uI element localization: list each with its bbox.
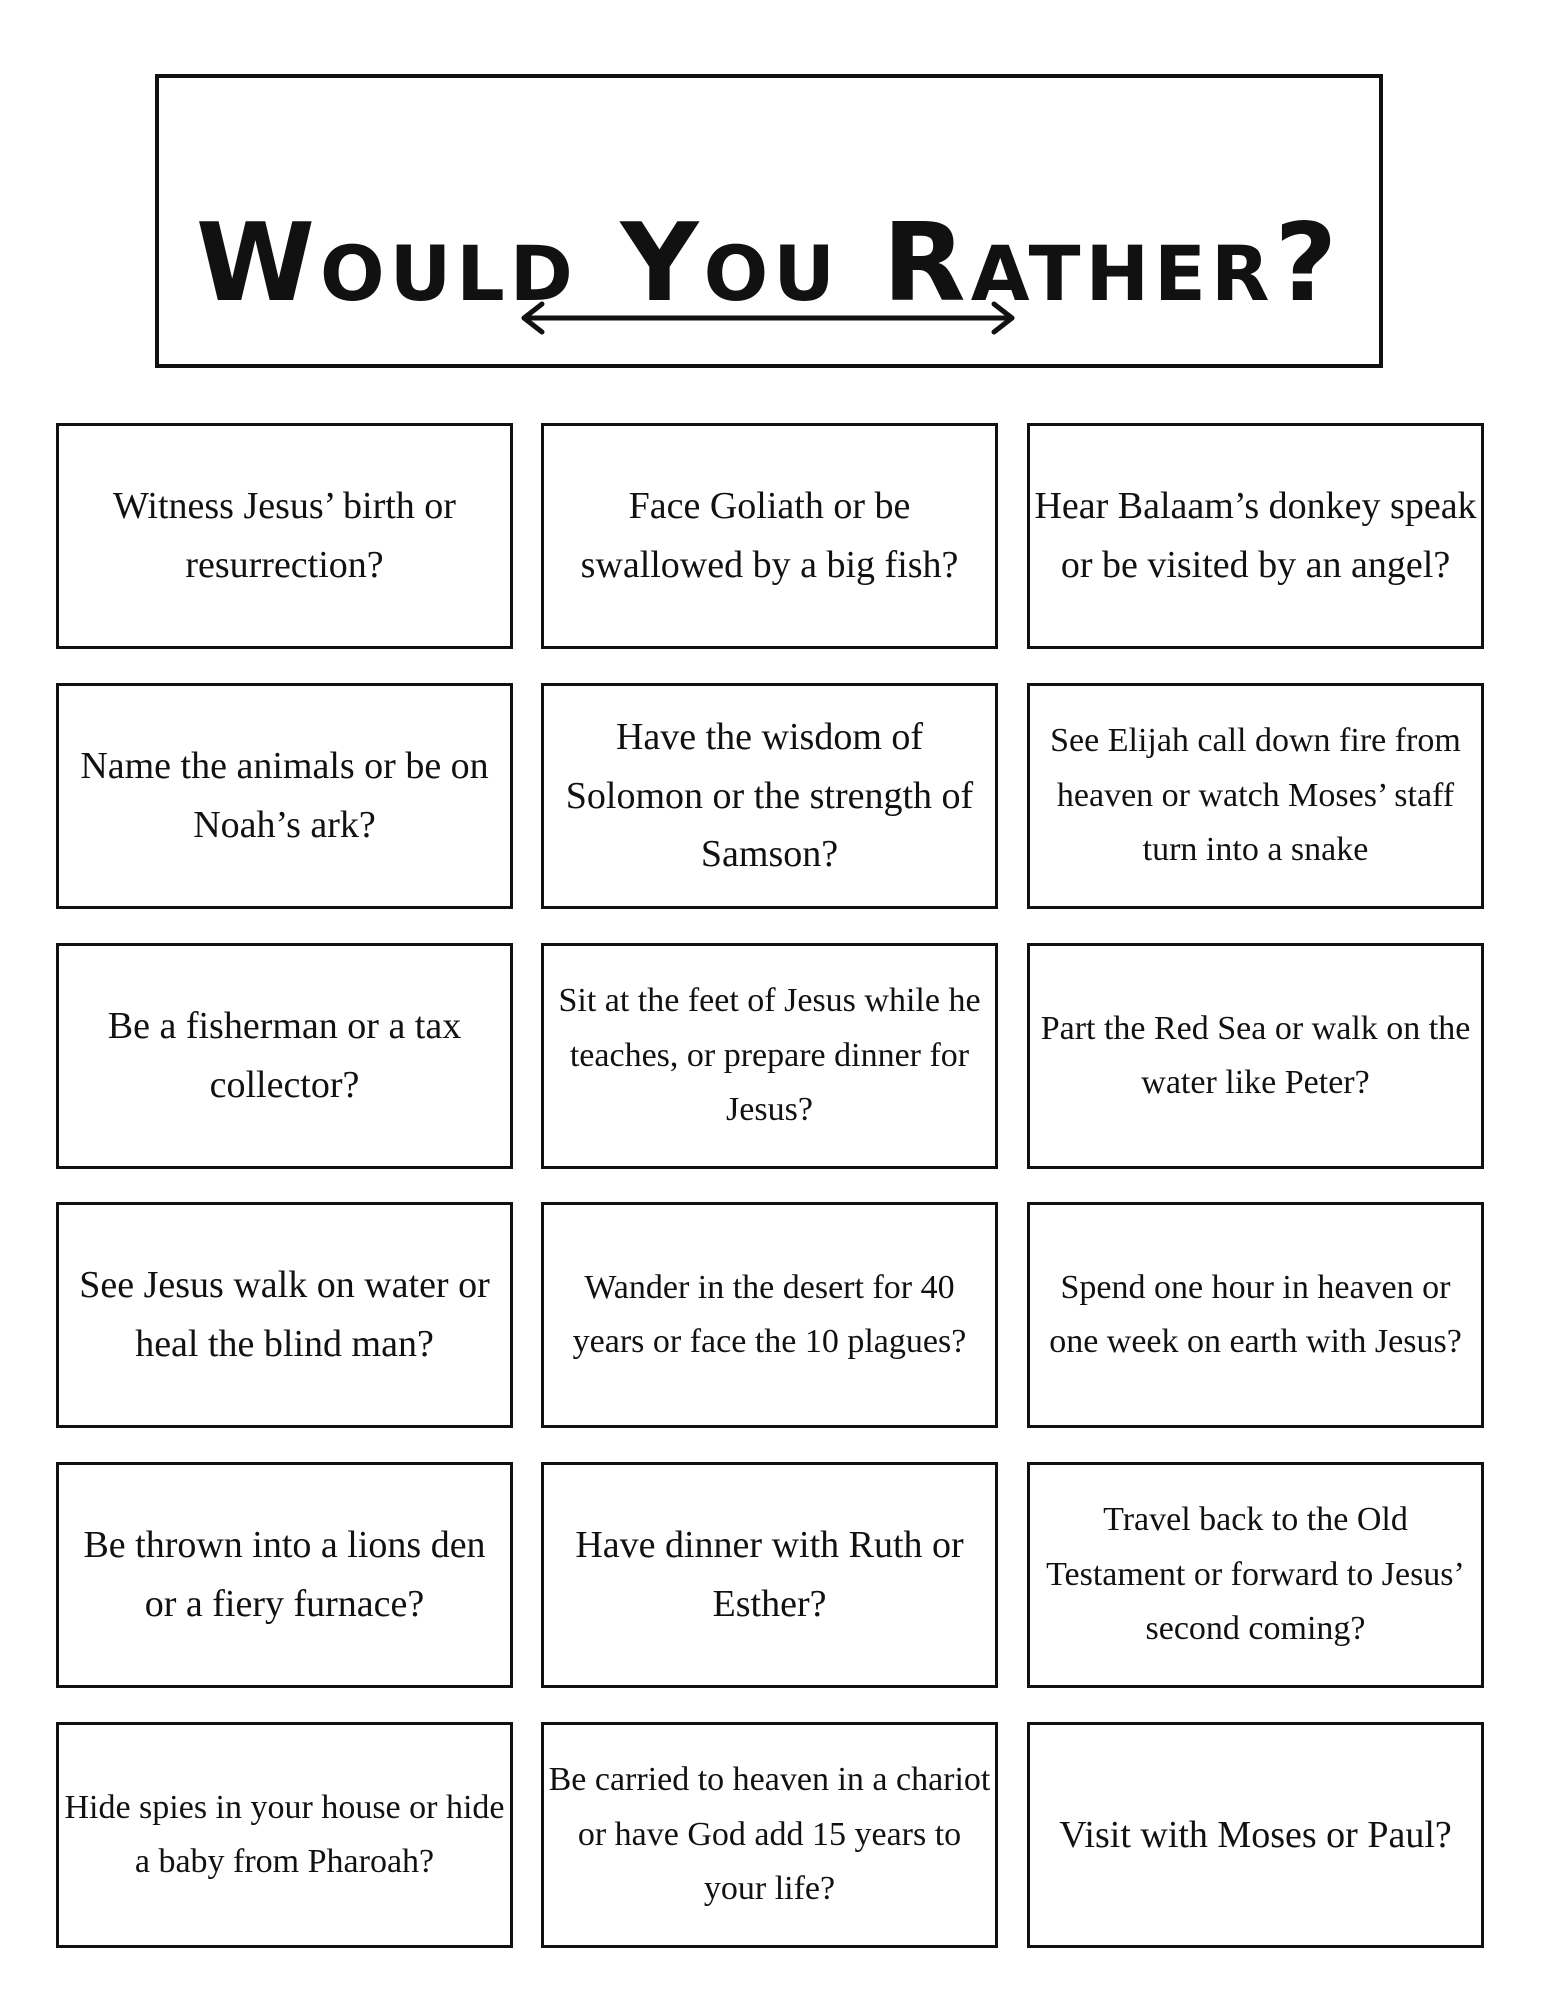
question-text: Hear Balaam’s donkey speak or be visited by an angel?: [1034, 485, 1477, 586]
question-card: [1027, 943, 1484, 1169]
double-arrow-icon: [518, 298, 1018, 338]
question-text: See Jesus walk on water or heal the blind man?: [79, 1264, 490, 1365]
question-card: [541, 1722, 998, 1948]
question-card: [1027, 1462, 1484, 1688]
question-text: Part the Red Sea or walk on the water like Peter?: [1040, 1009, 1471, 1101]
question-text: Be a fisherman or a tax collector?: [107, 1005, 462, 1106]
question-card: [541, 683, 998, 909]
question-card: [541, 423, 998, 649]
question-text: Be thrown into a lions den or a fiery furnace?: [83, 1524, 486, 1625]
question-card: [1027, 423, 1484, 649]
question-text: Witness Jesus’ birth or resurrection?: [113, 485, 456, 586]
question-text: Hide spies in your house or hide a baby from Pharoah?: [64, 1788, 505, 1880]
question-card: [541, 943, 998, 1169]
question-text: Sit at the feet of Jesus while he teaches, or prepare dinner for Jesus?: [558, 982, 981, 1129]
question-text: See Elijah call down fire from heaven or watch Moses’ staff turn into a snake: [1050, 722, 1461, 869]
question-text: Name the animals or be on Noah’s ark?: [80, 745, 489, 846]
question-card: [56, 1722, 513, 1948]
question-card: [56, 423, 513, 649]
question-card: [1027, 1722, 1484, 1948]
question-card: [56, 1202, 513, 1428]
question-text: Spend one hour in heaven or one week on earth with Jesus?: [1049, 1268, 1462, 1360]
question-card: [1027, 683, 1484, 909]
question-text: Travel back to the Old Testament or forward to Jesus’ second coming?: [1046, 1501, 1465, 1648]
question-text: Face Goliath or be swallowed by a big fish?: [580, 485, 959, 586]
question-text: Visit with Moses or Paul?: [1059, 1813, 1452, 1856]
question-card: [541, 1202, 998, 1428]
question-text: Wander in the desert for 40 years or face the 10 plagues?: [572, 1268, 967, 1360]
question-card: [56, 1462, 513, 1688]
question-text: Be carried to heaven in a chariot or have God add 15 years to your life?: [548, 1761, 991, 1908]
question-text: Have the wisdom of Solomon or the strength of Samson?: [565, 715, 974, 876]
page-title: Would You Rather?: [195, 201, 1343, 326]
question-text: Have dinner with Ruth or Esther?: [575, 1524, 964, 1625]
question-card: [56, 683, 513, 909]
question-card: [56, 943, 513, 1169]
question-card: [541, 1462, 998, 1688]
question-card: [1027, 1202, 1484, 1428]
